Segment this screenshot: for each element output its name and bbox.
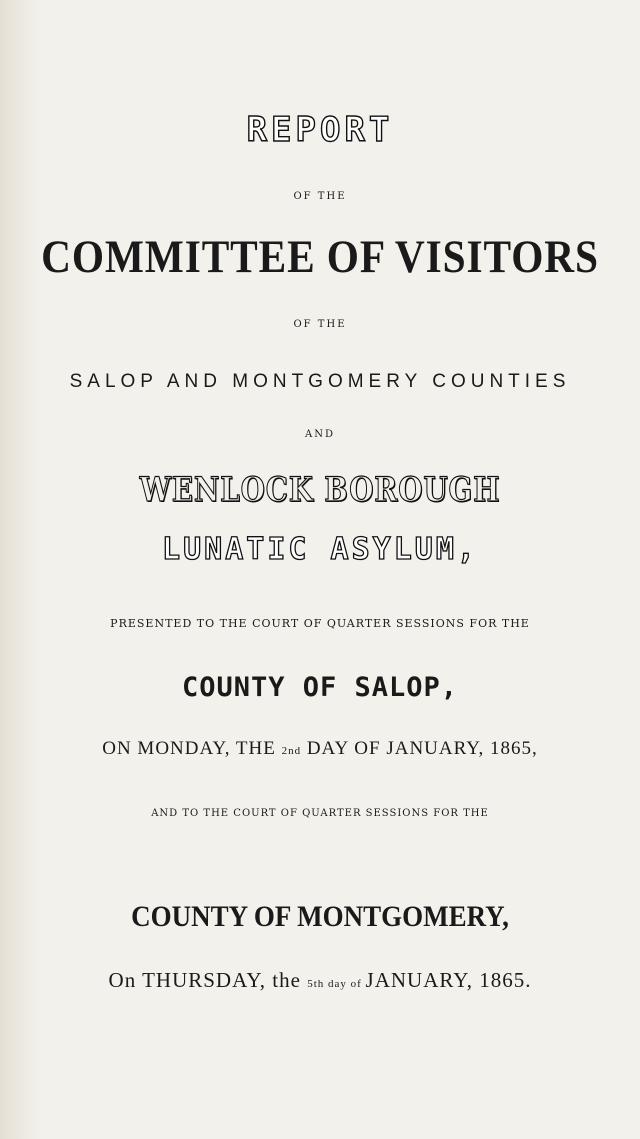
thursday-ordinal: 5th [307, 978, 325, 990]
asylum-line: LUNATIC ASYLUM, [162, 532, 478, 567]
county-montgomery-line: COUNTY OF MONTGOMERY, [131, 900, 509, 933]
monday-post: DAY OF JANUARY, 1865, [301, 738, 538, 759]
of-the-label-2: OF THE [293, 319, 347, 330]
committee-title: COMMITTEE OF VISITORS [41, 231, 599, 283]
thursday-date-line [0, 968, 640, 993]
and-court-line: AND TO THE COURT OF QUARTER SESSIONS FOR THE [151, 808, 489, 819]
counties-line: SALOP AND MONTGOMERY COUNTIES [69, 371, 571, 392]
monday-ordinal: 2nd [281, 745, 302, 757]
thursday-day: THURSDAY, the [136, 968, 308, 992]
report-heading: REPORT [246, 110, 394, 150]
monday-date-line [0, 738, 640, 760]
presented-line: PRESENTED TO THE COURT OF QUARTER SESSIONS FOR THE [110, 617, 530, 630]
county-salop-line: COUNTY OF SALOP, [181, 672, 459, 703]
monday-pre: ON MONDAY, THE [102, 738, 282, 759]
thursday-on: On [108, 968, 137, 992]
thursday-day-of: day of [324, 978, 366, 990]
borough-line: WENLOCK BOROUGH [139, 470, 501, 510]
of-the-label: OF THE [293, 191, 347, 202]
thursday-date: JANUARY, 1865. [365, 968, 532, 992]
and-label: AND [305, 429, 335, 440]
